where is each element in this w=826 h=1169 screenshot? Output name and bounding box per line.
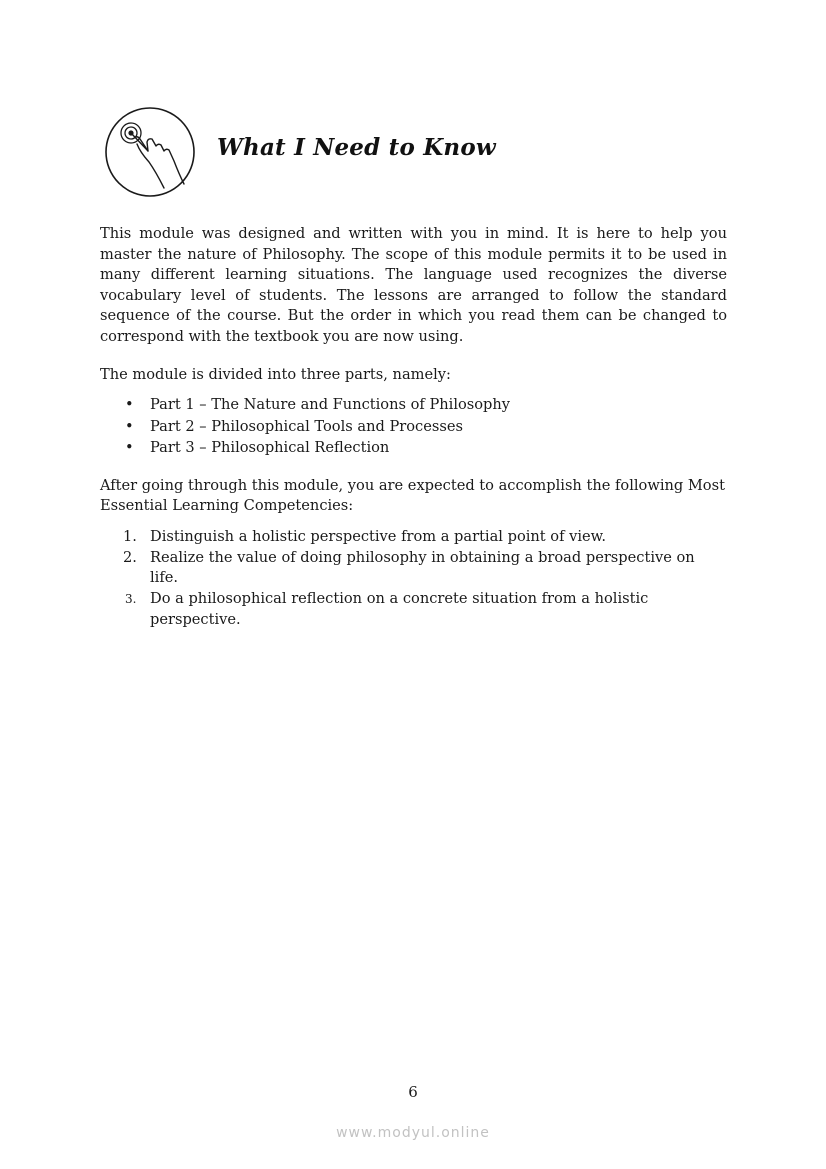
competencies-intro: After going through this module, you are expected to accomplish the following Most Essential Learning Competencies: [100, 476, 725, 515]
intro-paragraph: This module was designed and written with you in mind. It is here to help you master the nature of Philosophy. The scope of this module permits it to be used in many different learning situations. The language used recognizes the diverse vocabulary level of students. The lessons are arranged to follow the standard sequence of the course. But the order in which you read them can be changed to correspond with the textbook you are now using. [100, 225, 727, 345]
list-item: • Part 2 – Philosophical Tools and Processes [100, 416, 727, 438]
section-title: What I Need to Know [217, 134, 496, 161]
list-item: • Part 3 – Philosophical Reflection [100, 437, 727, 459]
parts-list [100, 394, 727, 459]
list-item: • Part 1 – The Nature and Functions of Philosophy [100, 394, 727, 416]
watermark: www.modyul.online [336, 1125, 490, 1141]
competencies-list [100, 527, 727, 631]
page-number: 6 [408, 1083, 418, 1101]
list-text: Distinguish a holistic perspective from a partial point of view. [150, 527, 607, 545]
parts-intro: The module is divided into three parts, namely: [100, 365, 451, 383]
list-item [100, 548, 727, 590]
list-number: 1. [123, 527, 137, 545]
list-number: 2. [123, 548, 137, 566]
list-item [100, 589, 727, 631]
pointing-hand-icon [104, 106, 196, 198]
list-item [100, 527, 727, 548]
list-number: 3. [125, 592, 137, 607]
module-content [100, 224, 727, 631]
list-text: Do a philosophical reflection on a concrete situation from a holistic perspective. [150, 590, 649, 629]
list-text: Realize the value of doing philosophy in obtaining a broad perspective on life. [150, 548, 695, 587]
